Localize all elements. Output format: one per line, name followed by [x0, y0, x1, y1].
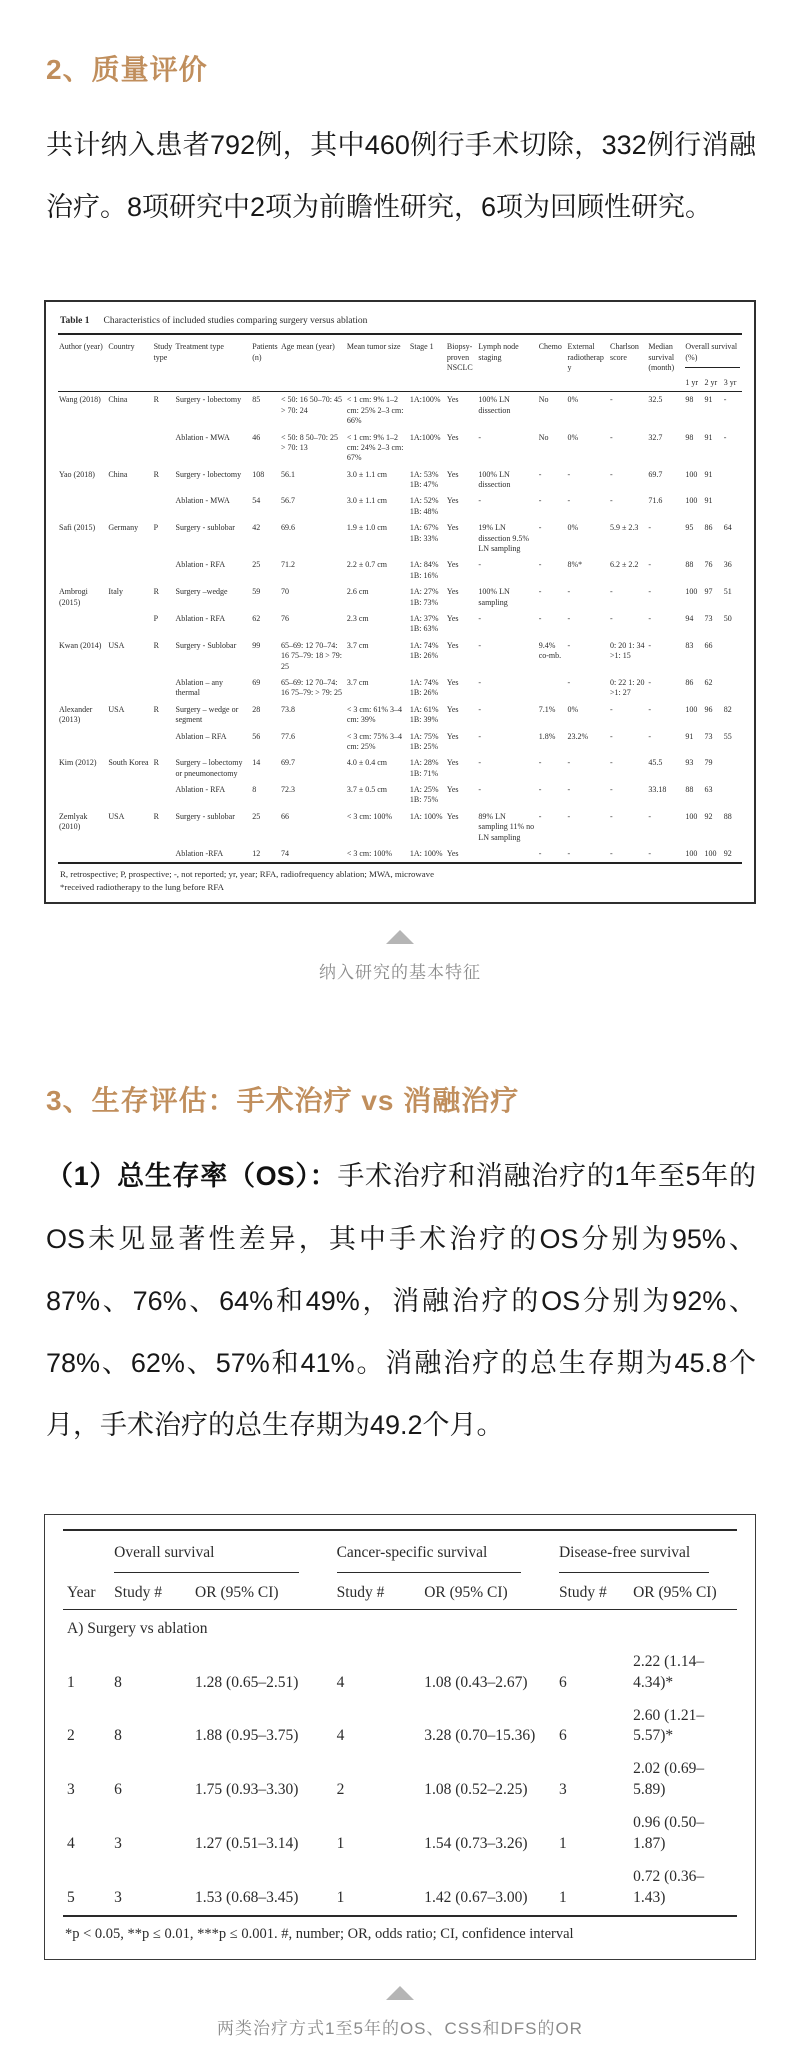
table2-section-label: A) Surgery vs ablation: [67, 1619, 208, 1637]
col-dfs-study: Study #: [558, 1583, 607, 1601]
col-stage: Stage 1: [409, 342, 434, 352]
col-tumor-size: Mean tumor size: [346, 342, 401, 352]
table1: [58, 335, 742, 864]
table-row: P Ablation - RFA 62 76 2.3 cm 1A: 37% 1B: 63% Yes - - - - - 94 73 50: [153, 614, 732, 634]
col-radiotherapy: External radiotherapy: [567, 342, 604, 372]
table-row: Ablation -RFA 12 74 < 3 cm: 100% 1A: 100% Yes - - - - 100 100 92: [175, 849, 732, 859]
table-row: Ablation – RFA 56 77.6 < 3 cm: 75% 3–4 cm: 25% 1A: 75% 1B: 25% Yes - 1.8% 23.2% - - 91 73 55: [175, 731, 732, 751]
col-overall-survival-group: Overall survival (%): [684, 335, 742, 371]
col-year: Year: [63, 1530, 110, 1609]
table2-caption: 两类治疗方式1至5年的OS、CSS和DFS的OR: [217, 2018, 583, 2038]
table-row: Ambrogi (2015) Italy R Surgery –wedge 59 70 2.6 cm 1A: 27% 1B: 73% Yes 100% LN sampling - - - - 100 97 51: [59, 587, 732, 607]
col-charlson: Charlson score: [610, 342, 639, 362]
table-row: 5 3 1.53 (0.68–3.45) 1 1.42 (0.67–3.00) 1 0.72 (0.36–1.43): [67, 1868, 705, 1906]
col-author: Author (year): [59, 342, 103, 352]
table-row: Ablation - RFA 8 72.3 3.7 ± 0.5 cm 1A: 25% 1B: 75% Yes - - - - 33.18 88 63: [175, 785, 713, 805]
quality-paragraph: 共计纳入患者792例，其中460例行手术切除，332例行消融治疗。8项研究中2项为前瞻性研究，6项为回顾性研究。: [46, 130, 756, 223]
table2: [63, 1529, 737, 1917]
col-biopsy: Biopsy-proven NSCLC: [446, 342, 473, 372]
table1-body: [58, 392, 742, 864]
col-overall-survival: Overall survival: [110, 1530, 332, 1578]
col-lymph: Lymph node staging: [478, 342, 519, 362]
col-os-or: OR (95% CI): [195, 1583, 279, 1601]
table-row: Wang (2018) China R Surgery - lobectomy 85 < 50: 16 50–70: 45 > 70: 24 < 1 cm: 9% 1–2 cm: 25% 2–3 cm: 66% 1A:100% Yes 100% LN dissection No 0% - 32.5 98 91 -: [59, 395, 727, 426]
col-chemo: Chemo: [538, 342, 562, 352]
table2-figure: [44, 1514, 756, 1960]
caption-triangle-icon: [386, 930, 414, 944]
col-country: Country: [108, 342, 135, 352]
table1-figure: [44, 300, 756, 904]
section-heading-survival: 3、生存评估：手术治疗 vs 消融治疗: [46, 1085, 520, 1117]
table1-title: [58, 312, 742, 335]
table1-footnote-2: *received radiotherapy to the lung before RFA: [60, 882, 224, 893]
col-3yr: 3 yr: [723, 377, 737, 387]
table-row: Ablation – any thermal 69 65–69: 12 70–74: 16 75–79: > 79: 25 3.7 cm 1A: 74% 1B: 26% Yes - - 0: 22 1: 20 >1: 27 - 86 62: [175, 677, 713, 698]
caption-triangle-icon: [386, 1986, 414, 2000]
col-cancer-specific-survival: Cancer-specific survival: [333, 1530, 555, 1578]
table-row: Alexander (2013) USA R Surgery – wedge or segment 28 73.8 < 3 cm: 61% 3–4 cm: 39% 1A: 61% 1B: 39% Yes - 7.1% 0% - - 100 96 82: [59, 704, 732, 725]
table2-caption-block: [44, 1986, 756, 2039]
col-median-survival: Median survival (month): [648, 342, 675, 372]
table-row: Ablation - RFA 25 71.2 2.2 ± 0.7 cm 1A: 84% 1B: 16% Yes - - 8%* 6.2 ± 2.2 - 88 76 36: [175, 560, 732, 580]
table1-caption: 纳入研究的基本特征: [319, 963, 481, 983]
col-css-or: OR (95% CI): [424, 1583, 508, 1601]
col-2yr: 2 yr: [704, 377, 718, 387]
os-lead-bold: （1）总生存率（OS）：: [46, 1161, 338, 1192]
table-row: Ablation - MWA 54 56.7 3.0 ± 1.1 cm 1A: 52% 1B: 48% Yes - - - - 71.6 100 91: [175, 496, 713, 516]
table2-header: [63, 1530, 737, 1609]
col-css-study: Study #: [336, 1583, 385, 1601]
section-heading-quality: 2、质量评价: [46, 54, 208, 85]
table-row: Yao (2018) China R Surgery - lobectomy 108 56.1 3.0 ± 1.1 cm 1A: 53% 1B: 47% Yes 100% LN dissection - - - 69.7 100 91: [59, 469, 713, 490]
table1-footnote-1: R, retrospective; P, prospective; -, not reported; yr, year; RFA, radiofrequency ablation; MWA, microwave: [60, 869, 434, 880]
table-row: 2 8 1.88 (0.95–3.75) 4 3.28 (0.70–15.36) 6 2.60 (1.21–5.57)*: [67, 1706, 705, 1745]
table2-body: [63, 1609, 737, 1916]
table-row: Kim (2012) South Korea R Surgery – lobectomy or pneumonectomy 14 69.7 4.0 ± 0.4 cm 1A: 28% 1B: 71% Yes - - - - 45.5 93 79: [59, 758, 713, 778]
col-treatment: Treatment type: [175, 342, 224, 352]
table-row: 3 6 1.75 (0.93–3.30) 2 1.08 (0.52–2.25) 3 2.02 (0.69–5.89): [67, 1760, 705, 1799]
table-row: Kwan (2014) USA R Surgery - Sublobar 99 65–69: 12 70–74: 16 75–79: 18 > 79: 25 3.7 cm 1A: 74% 1B: 26% Yes - 9.4% co-mb. - 0: 20 1: 34 >1: 15 - 83 66: [59, 640, 713, 671]
col-disease-free-survival: Disease-free survival: [555, 1530, 737, 1578]
col-age: Age mean (year): [281, 342, 335, 352]
table-row: 1 8 1.28 (0.65–2.51) 4 1.08 (0.43–2.67) 6 2.22 (1.14–4.34)*: [67, 1652, 705, 1691]
table-row: 4 3 1.27 (0.51–3.14) 1 1.54 (0.73–3.26) 1 0.96 (0.50–1.87): [67, 1814, 705, 1853]
col-1yr: 1 yr: [685, 377, 699, 387]
table1-title-text: Characteristics of included studies comparing surgery versus ablation: [103, 316, 368, 327]
table2-section-row: [63, 1609, 737, 1645]
table-row: Ablation - MWA 46 < 50: 8 50–70: 25 > 70: 13 < 1 cm: 9% 1–2 cm: 24% 2–3 cm: 67% 1A:100% Yes - No 0% - 32.7 98 91 -: [175, 432, 727, 463]
os-body-text: 手术治疗和消融治疗的1年至5年的OS未见显著性差异，其中手术治疗的OS分别为95%、87%、76%、64%和49%，消融治疗的OS分别为92%、78%、62%、57%和41%。消融治疗的总生存期为45.8个月，手术治疗的总生存期为49.2个月。: [46, 1161, 756, 1440]
table1-title-label: Table 1: [60, 316, 90, 327]
table-row: Zemlyak (2010) USA R Surgery - sublobar 25 66 < 3 cm: 100% 1A: 100% Yes 89% LN sampling 11% no LN sampling - - - - 100 92 88: [59, 811, 732, 842]
table1-header: [58, 335, 742, 392]
col-study-type: Study type: [153, 342, 173, 362]
survival-paragraph: [46, 1145, 756, 1455]
col-dfs-or: OR (95% CI): [633, 1583, 717, 1601]
col-os-study: Study #: [114, 1583, 162, 1601]
col-patients: Patients (n): [252, 342, 278, 362]
table1-caption-block: [44, 930, 756, 983]
table2-footnote: *p < 0.05, **p ≤ 0.01, ***p ≤ 0.001. #, number; OR, odds ratio; CI, confidence interval: [65, 1925, 574, 1942]
table-row: Safi (2015) Germany P Surgery - sublobar 42 69.6 1.9 ± 1.0 cm 1A: 67% 1B: 33% Yes 19% LN dissection 9.5% LN sampling - 0% 5.9 ± 2.3 - 95 86 64: [59, 523, 732, 554]
